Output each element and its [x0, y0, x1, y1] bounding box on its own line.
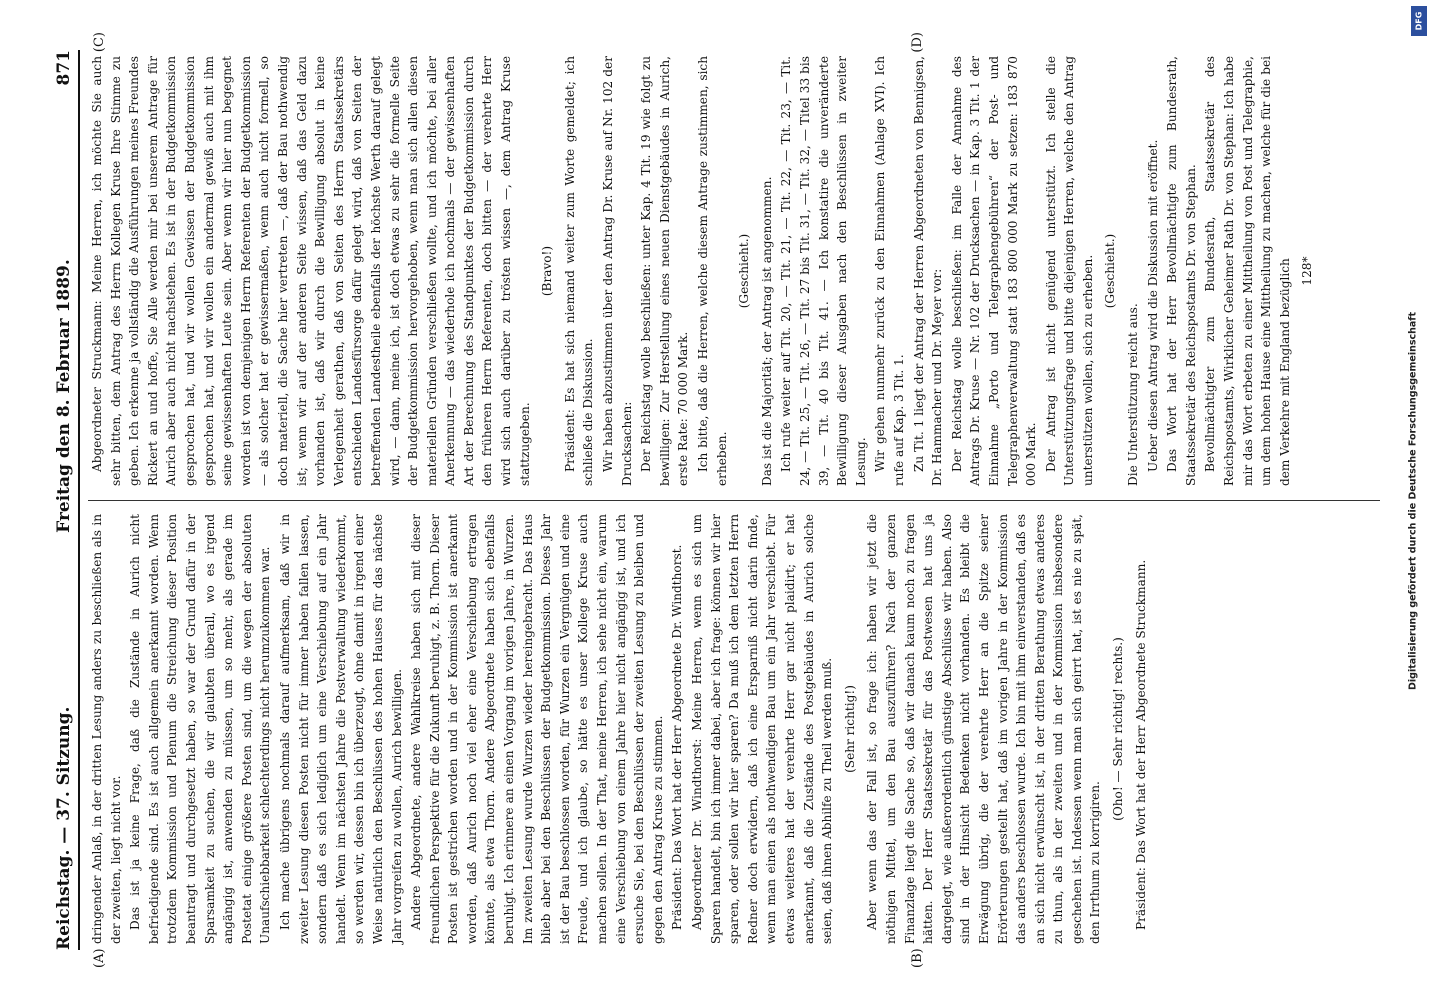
paragraph: Ich mache übrigens nochmals darauf aufmerksam, daß wir in zweiter Lesung diesen Posten nicht für immer haben fallen lassen, sondern daß es sich lediglich um eine Verschiebung auf ein Jahr handelt. Wenn im nächsten Jahre die Postverwaltung wiederkommt, so werden wir, dessen bin ich überzeugt, ohne damit in irgend einer Weise natürlich den Beschlüssen des hohen Hauses für das nächste Jahr vorgreifen zu wollen, Aurich bewilligen. — [277, 514, 404, 944]
margin-marker-a: (A) — [92, 948, 107, 968]
page-header — [44, 50, 80, 950]
column-rule — [88, 500, 1380, 501]
dfg-logo-text: DFG — [1414, 11, 1424, 31]
digitization-note: Digitalisierung gefördert durch die Deutsche Forschungsgemeinschaft — [1407, 312, 1419, 690]
paragraph: Das Wort hat der Herr Bevollmächtigte zum Bundesrath, Staatssekretär des Reichspostamts Dr. von Stephan. — [1165, 56, 1198, 486]
header-center: Freitag den 8. Februar 1889. — [54, 259, 74, 533]
paragraph: Zu Tit. 1 liegt der Antrag der Herren Abgeordneten von Bennigsen, Dr. Hammacher und Dr. Meyer vor: — [911, 56, 945, 486]
paragraph: Präsident: Das Wort hat der Herr Abgeordnete Struckmann. — [1133, 559, 1148, 930]
paragraph: Abgeordneter Struckmann: Meine Herren, ich möchte Sie auch sehr bitten, dem Antrag des Herrn Kollegen Kruse Ihre Stimme zu geben. Ich erkenne ja vollständig die Ausführungen meines Freundes Rickert an und hoffe, Sie Alle werden mir bei unserem Antrage für Aurich aber auch nicht nachstehen. Es ist in der Budgetkommission gesprochen hat, und wir wollen Gewissen der Budgetkommission gesprochen hat, und wir wollen ein andermal gewiß auch mit ihm seine gewissenhaften Leute sein. Aber wenn wir hier nun begegnet worden ist von demjenigen Herrn Referenten der Budgetkommission — als solcher hat er gewissermaßen, wenn auch nicht formell, so doch materiell, die Sache hier vertreten —, daß der Bau nothwendig ist; wenn wir auf der anderen Seite wissen, daß das Geld dazu vorhanden ist, daß wir durch die Bewilligung absolut in keine Verlegenheit gerathen, daß von Seiten des Herrn Staatssekretärs entschieden Landesfürsorge dafür gelegt wird, daß von Seiten der betreffenden Landestheile ebenfalls der höchste Werth darauf gelegt wird, — dann, meine ich, ist doch etwas zu sehr die formelle Seite der Budgetkommission hervorgehoben, wenn man sich allen diesen materiellen Gründen verschließen wollte, und ich möchte, bei aller Anerkennung — das wiederhole ich nochmals — der gewissenhaften Art der Berechnung des Standpunktes der Budgetkommission durch den früheren Herrn Referenten, doch bitten — der verehrte Herr wird sich auch darüber zu trösten wissen —, dem Antrag Kruse stattzugeben. — [90, 56, 532, 486]
left-column — [88, 514, 1380, 944]
digitization-sidebar — [1400, 6, 1426, 996]
margin-marker-c: (C) — [92, 32, 107, 53]
paragraph: Wir haben abzustimmen über den Antrag Dr. Kruse auf Nr. 102 der Drucksachen: — [601, 56, 634, 486]
scanned-page — [30, 30, 1400, 970]
header-left: Reichstag. — 37. Sitzung. — [54, 706, 74, 950]
paragraph: Präsident: Das Wort hat der Herr Abgeordnete Dr. Windthorst. — [670, 544, 685, 930]
right-column — [88, 56, 1380, 486]
paragraph: Wir gehen nunmehr zurück zu den Einnahmen (Anlage XVI). Ich rufe auf Kap. 3 Tit. 1. — [873, 56, 906, 486]
paragraph: Andere Abgeordnete, andere Wahlkreise haben sich mit dieser freundlichen Perspektive für die Zukunft beruhigt, z. B. Thorn. Dieser Posten ist gestrichen worden und in der Kommission ist anerkannt worden, daß Aurich noch viel eher eine Verschiebung ertragen könnte, als etwa Thorn. Andere Abgeordnete haben sich ebenfalls beruhigt. Ich erinnere an einen Vorgang im vorigen Jahre, in Wurzen. Im zweiten Lesung wurde Wurzen wieder hereingebracht. Das Haus blieb aber bei den Beschlüssen der Budgetkommission. Dieses Jahr ist der Bau beschlossen worden, für Wurzen ein Vergnügen und eine Freude, und ich glaube, so hätte es unser Kollege Kruse auch machen sollen. In der That, meine Herren, ich sehe nicht ein, warum eine Verschiebung von einem Jahre hier nicht angängig ist, und ich ersuche Sie, bei den Beschlüssen der zweiten Lesung zu bleiben und gegen den Antrag Kruse zu stimmen. — [409, 514, 665, 944]
paragraph: Der Reichstag wolle beschließen: unter Kap. 4 Tit. 19 wie folgt zu bewilligen: Zur Herstellung eines neuen Dienstgebäudes in Aurich, erste Rate: 70 000 Mark. — [639, 56, 691, 486]
interjection: (Geschieht.) — [1103, 233, 1118, 309]
margin-marker-b: (B) — [910, 948, 925, 968]
paragraph: Die Unterstützung reicht aus. — [1126, 303, 1141, 486]
paragraph: Ich rufe weiter auf Tit. 20, — Tit. 21, — Tit. 22, — Tit. 23, — Tit. 24, — Tit. 25, — Tit. 26, — Tit. 27 bis Tit. 31, — Tit. 32, — Titel 33 bis 39, — Tit. 40 bis Tit. 41. — Ich konstatire die unveränderte Bewilligung dieser Ausgaben nach den Beschlüssen in zweiter Lesung. — [779, 56, 868, 486]
interjection: (Oho! — Sehr richtig! rechts.) — [1111, 637, 1126, 821]
interjection: (Geschieht.) — [737, 233, 752, 309]
signature-mark: 128* — [1300, 256, 1315, 286]
interjection: (Bravo!) — [540, 245, 555, 297]
paragraph: Präsident: Es hat sich niemand weiter zum Worte gemeldet; ich schließe die Diskussion. — [562, 56, 596, 486]
paragraph: Der Antrag ist nicht genügend unterstützt. Ich stelle die Unterstützungsfrage und bitte diejenigen Herren, welche den Antrag unterstützen wollen, sich zu erheben. — [1043, 56, 1095, 486]
paragraph: Das ist ja keine Frage, daß die Zustände in Aurich nicht befriedigende sind. Es ist auch allgemein anerkannt worden. Wenn trotzdem Kommission und Plenum die Streichung dieser Position beantragt und durchgesetzt haben, so war der Grund dafür in der Sparsamkeit zu suchen, die wir glaubten überall, wo es irgend angängig ist, anwenden zu müssen, um so mehr, als gerade im Postetat einige größere Posten sind, um die wegen der absoluten Unaufschiebbarkeit schlechterdings nicht herumzukommen war. — [128, 514, 273, 944]
paragraph: dringender Anlaß, in der dritten Lesung anders zu beschließen als in der zweiten, liegt nicht vor. — [90, 514, 123, 944]
interjection: (Sehr richtig!) — [842, 685, 857, 773]
paragraph: Der Reichstag wolle beschließen: im Falle der Annahme des Antrags Dr. Kruse — Nr. 102 der Drucksachen — in Kap. 3 Tit. 1 der Einnahme „Porto und Telegraphengebühren“ der Post- und Telegraphenverwaltung statt 183 800 000 Mark zu setzen: 183 870 000 Mark. — [949, 56, 1039, 486]
paragraph: Ueber diesen Antrag wird die Diskussion mit eröffnet. — [1145, 139, 1160, 472]
paragraph: Aber wenn das der Fall ist, so frage ich: haben wir jetzt die nöthigen Mittel, um den Bau auszuführen? Nach der ganzen Finanzlage liegt die Sache so, daß wir danach kaum noch zu fragen hätten. Der Herr Staatssekretär für das Postwesen hat uns ja dargelegt, wie außerordentlich günstige Abschlüsse wir haben. Also sind in der Hinsicht Bedenken nicht vorhanden. Es bleibt die Erwägung übrig, die der verehrte Herr an die Spitze seiner Erörterungen gestellt hat, daß im vorigen Jahre in der Kommission das anders beschlossen wurde. Ich bin mit ihm einverstanden, daß es an sich nicht erwünscht ist, in der dritten Berathung etwas anderes zu thun, als in der zweiten und in der Kommission insbesondere geschehen ist. Indessen wenn man sich geirrt hat, ist es nie zu spät, den Irrthum zu korrigiren. — [865, 514, 1103, 944]
dfg-logo — [1411, 6, 1427, 36]
paragraph: Ich bitte, daß die Herren, welche diesem Antrage zustimmen, sich erheben. — [696, 56, 729, 486]
paragraph: Abgeordneter Dr. Windthorst: Meine Herren, wenn es sich um Sparen handelt, bin ich immer dabei, aber ich frage: können wir hier sparen, oder sollen wir hier sparen? Da muß ich dem letzten Herrn Redner doch erwidern, daß ich eine Ersparniß nicht darin finde, wenn man einen als nothwendigen Bau um ein Jahr verschiebt. Für etwas weiteres hat der verehrte Herr gar nicht plaidirt; er hat anerkannt, daß die Zustände des Postgebäudes in Aurich solche seien, daß ihnen Abhilfe zu Theil werden muß. — [690, 514, 835, 944]
page-number: 871 — [54, 50, 74, 86]
paragraph: Das ist die Majorität; der Antrag ist angenommen. — [759, 176, 774, 486]
margin-marker-d: (D) — [910, 32, 925, 53]
paragraph: Bevollmächtigter zum Bundesrath, Staatssekretär des Reichspostamts, Wirklicher Geheimer Rath Dr. von Stephan: Ich habe mir das Wort erbeten zu einer Mittheilung von Post und Telegraphie, um dem hohen Hause eine Mittheilung zu machen, welche für die bei dem Verkehre mit England bezüglich — [1203, 56, 1292, 486]
